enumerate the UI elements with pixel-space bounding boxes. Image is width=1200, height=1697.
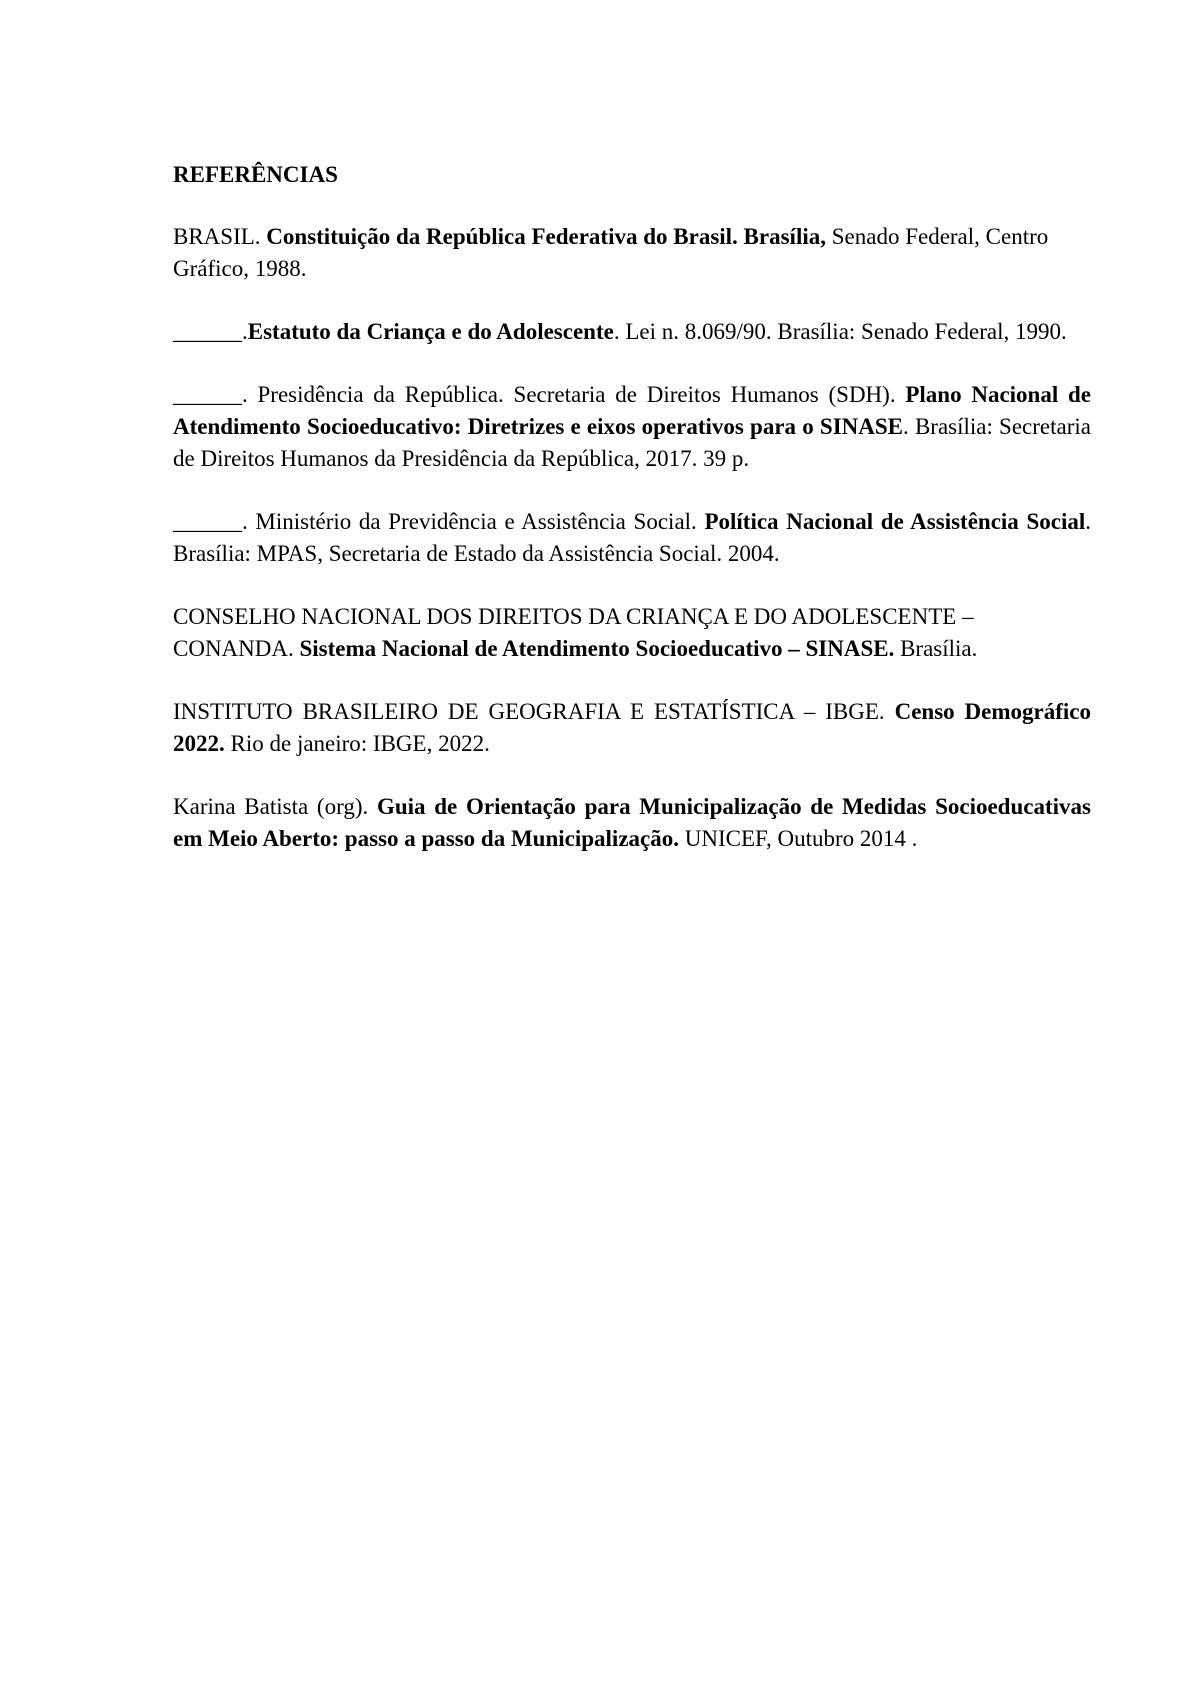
reference-entry (173, 601, 1091, 665)
reference-title: Constituição da República Federativa do Brasil. Brasília, (266, 224, 826, 249)
document-page (173, 158, 1091, 886)
reference-entry (173, 316, 1091, 348)
reference-prefix: INSTITUTO BRASILEIRO DE GEOGRAFIA E ESTATÍSTICA – IBGE. (173, 699, 895, 724)
reference-suffix: . Lei n. 8.069/90. Brasília: Senado Federal, 1990. (613, 319, 1067, 344)
reference-title: Plano Nacional de Atendimento Socioeducativo: Diretrizes e eixos operativos para o SINASE (173, 382, 1091, 439)
reference-suffix: . Brasília: MPAS, Secretaria de Estado da Assistência Social. 2004. (173, 509, 1091, 566)
reference-prefix: CONSELHO NACIONAL DOS DIREITOS DA CRIANÇA E DO ADOLESCENTE – CONANDA. (173, 604, 974, 661)
reference-prefix: ______. (173, 319, 248, 344)
reference-prefix: ______. Presidência da República. Secretaria de Direitos Humanos (SDH). (173, 382, 906, 407)
reference-title: Sistema Nacional de Atendimento Socioeducativo – SINASE. (299, 636, 895, 661)
reference-suffix: UNICEF, Outubro 2014 . (679, 826, 918, 851)
reference-suffix: . Brasília: Secretaria de Direitos Humanos da Presidência da República, 2017. 39 p. (173, 414, 1091, 471)
reference-suffix: Rio de janeiro: IBGE, 2022. (224, 731, 490, 756)
reference-entry (173, 379, 1091, 475)
reference-prefix: ______. Ministério da Previdência e Assistência Social. (173, 509, 705, 534)
reference-prefix: Karina Batista (org). (173, 794, 377, 819)
reference-entry (173, 791, 1091, 855)
reference-title: Censo Demográfico 2022. (173, 699, 1091, 756)
reference-suffix: Brasília. (894, 636, 978, 661)
reference-title: Política Nacional de Assistência Social (704, 509, 1086, 534)
page-title: REFERÊNCIAS (173, 162, 338, 187)
reference-entry (173, 221, 1091, 285)
reference-title: Estatuto da Criança e do Adolescente (247, 319, 614, 344)
reference-title: Guia de Orientação para Municipalização de Medidas Socioeducativas em Meio Aberto: passo a passo da Municipalização. (173, 794, 1091, 851)
reference-prefix: BRASIL. (173, 224, 267, 249)
reference-suffix: Senado Federal, Centro Gráfico, 1988. (173, 224, 1049, 281)
reference-entry (173, 696, 1091, 760)
reference-entry (173, 506, 1091, 570)
